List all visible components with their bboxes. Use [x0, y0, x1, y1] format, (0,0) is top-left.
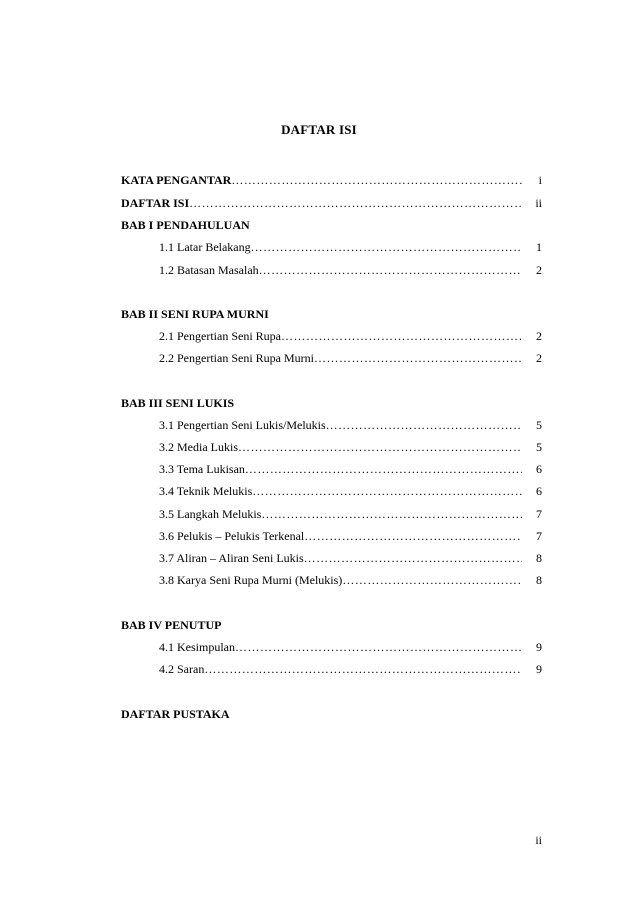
- toc-entry: [159, 461, 542, 477]
- toc-entry-label: 3.3 Tema Lukisan: [159, 462, 245, 476]
- toc-entry: [159, 328, 542, 344]
- page-number: ii: [535, 833, 542, 847]
- dot-leader: [238, 439, 522, 455]
- dot-leader: [189, 195, 522, 211]
- dot-leader: [245, 461, 522, 477]
- toc-entry-page: 8: [536, 573, 542, 587]
- toc-entry-page: 7: [536, 529, 542, 543]
- toc-entry: [159, 506, 542, 522]
- toc-entry: [159, 528, 542, 544]
- toc-entry: [159, 239, 542, 255]
- toc-entry-page: ii: [535, 196, 542, 210]
- dot-leader: [251, 239, 522, 255]
- toc-entry: [159, 550, 542, 566]
- toc-entry-label: 3.7 Aliran – Aliran Seni Lukis: [159, 551, 304, 565]
- dot-leader: [304, 550, 522, 566]
- dot-leader: [231, 172, 522, 188]
- toc-entry-page: 5: [536, 418, 542, 432]
- dot-leader: [204, 661, 522, 677]
- toc-entry-label: 3.5 Langkah Melukis: [159, 507, 262, 521]
- toc-entry: [159, 661, 542, 677]
- toc-entry-label: 1.2 Batasan Masalah: [159, 263, 259, 277]
- toc-entry-page: 9: [536, 640, 542, 654]
- toc-entry-page: 6: [536, 484, 542, 498]
- toc-entry-label: 3.4 Teknik Melukis: [159, 484, 253, 498]
- page-title: DAFTAR ISI: [281, 122, 357, 137]
- chapter-heading-bab-1: BAB I PENDAHULUAN: [121, 218, 250, 232]
- dot-leader: [235, 639, 522, 655]
- toc-entry-label: 3.6 Pelukis – Pelukis Terkenal: [159, 529, 305, 543]
- toc-entry-label: 3.2 Media Lukis: [159, 440, 238, 454]
- toc-entry: [159, 483, 542, 499]
- dot-leader: [261, 506, 522, 522]
- toc-entry-label: 2.2 Pengertian Seni Rupa Murni: [159, 351, 314, 365]
- toc-entry-kata-pengantar: [121, 172, 542, 188]
- toc-entry-label: 4.2 Saran: [159, 662, 205, 676]
- toc-entry-label: 4.1 Kesimpulan: [159, 640, 235, 654]
- toc-entry-label: KATA PENGANTAR: [121, 173, 232, 187]
- toc-entry: [159, 350, 542, 366]
- chapter-heading-daftar-pustaka: DAFTAR PUSTAKA: [121, 707, 230, 721]
- toc-entry-label: 3.8 Karya Seni Rupa Murni (Melukis): [159, 573, 343, 587]
- toc-entry-page: i: [538, 173, 542, 187]
- chapter-heading-bab-3: BAB III SENI LUKIS: [121, 396, 235, 410]
- toc-entry-page: 6: [536, 462, 542, 476]
- dot-leader: [314, 350, 522, 366]
- toc-entry-page: 1: [536, 240, 542, 254]
- toc-entry-page: 8: [536, 551, 542, 565]
- toc-entry-label: DAFTAR ISI: [121, 196, 190, 210]
- toc-entry-page: 7: [536, 507, 542, 521]
- toc-entry-page: 2: [536, 263, 542, 277]
- toc-entry: [159, 439, 542, 455]
- dot-leader: [342, 572, 522, 588]
- toc-entry-page: 5: [536, 440, 542, 454]
- dot-leader: [281, 328, 522, 344]
- toc-entry: [159, 262, 542, 278]
- dot-leader: [304, 528, 522, 544]
- chapter-heading-bab-2: BAB II SENI RUPA MURNI: [121, 307, 269, 321]
- toc-entry-label: 3.1 Pengertian Seni Lukis/Melukis: [159, 418, 326, 432]
- toc-entry: [159, 417, 542, 433]
- toc-entry-label: 2.1 Pengertian Seni Rupa: [159, 329, 281, 343]
- toc-entry-page: 2: [536, 329, 542, 343]
- toc-entry-label: 1.1 Latar Belakang: [159, 240, 251, 254]
- toc-entry-page: 9: [536, 662, 542, 676]
- dot-leader: [252, 483, 522, 499]
- toc-entry-page: 2: [536, 351, 542, 365]
- dot-leader: [259, 262, 522, 278]
- toc-entry: [159, 639, 542, 655]
- dot-leader: [326, 417, 522, 433]
- toc-entry: [159, 572, 542, 588]
- toc-entry-daftar-isi: [121, 195, 542, 211]
- chapter-heading-bab-4: BAB IV PENUTUP: [121, 618, 222, 632]
